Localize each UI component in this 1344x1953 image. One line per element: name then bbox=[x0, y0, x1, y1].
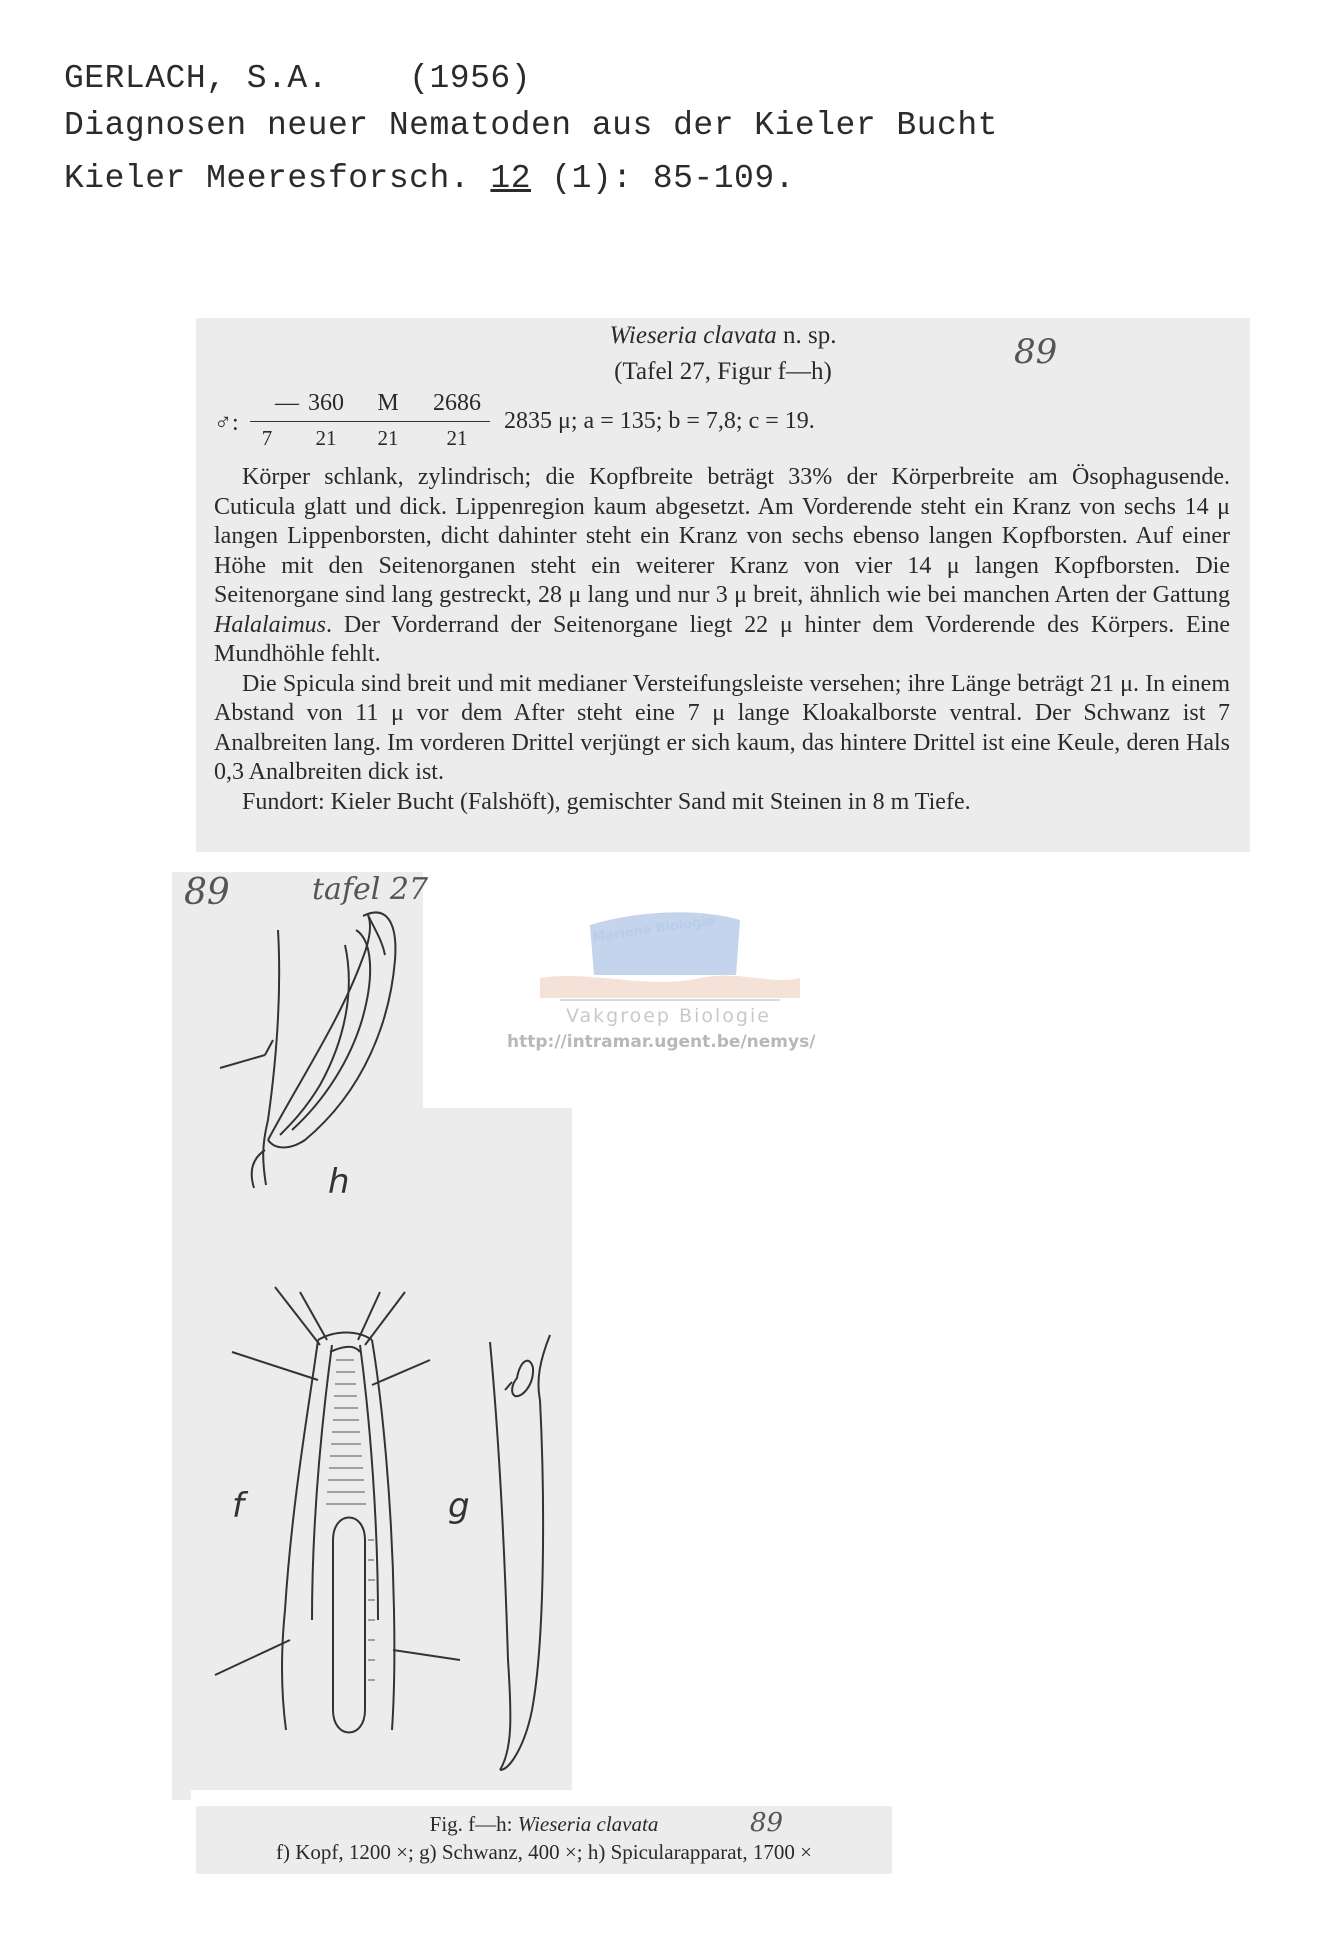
watermark-middle-text: Vakgroep Biologie bbox=[566, 1005, 771, 1027]
caption-species: Wieseria clavata bbox=[517, 1812, 659, 1836]
figure-label-h: h bbox=[328, 1162, 350, 1202]
formula-bottom-2: 21 bbox=[377, 426, 399, 450]
species-name: Wieseria clavata bbox=[609, 322, 777, 349]
handwritten-number-top: 89 bbox=[1014, 332, 1058, 372]
formula-bottom-3: 21 bbox=[446, 426, 468, 450]
paragraph-fundort: Fundort: Kieler Bucht (Falshöft), gemischter Sand mit Steinen in 8 m Tiefe. bbox=[242, 788, 971, 815]
caption-clipping bbox=[196, 1806, 892, 1874]
handwritten-tafel: tafel 27 bbox=[312, 872, 429, 907]
caption-line-2: f) Kopf, 1200 ×; g) Schwanz, 400 ×; h) Spicularapparat, 1700 × bbox=[276, 1840, 812, 1864]
formula-top-3: 2686 bbox=[433, 390, 481, 416]
author: GERLACH, S.A. bbox=[64, 60, 328, 97]
handwritten-number-figure: 89 bbox=[184, 872, 230, 913]
formula-bottom-0: 7 bbox=[261, 426, 273, 450]
plate-reference: (Tafel 27, Figur f—h) bbox=[614, 358, 832, 385]
journal: Kieler Meeresforsch. bbox=[64, 160, 471, 197]
species-suffix: n. sp. bbox=[783, 322, 837, 349]
caption-line-1: Fig. f—h: Wieseria clavata bbox=[429, 1812, 659, 1836]
formula-sex: ♂: bbox=[214, 410, 239, 436]
paragraph-2: Die Spicula sind breit und mit medianer Versteifungsleiste versehen; ihre Länge beträgt 21 μ. In einem Abstand von 11 μ vor dem After steht eine 7 μ lange Kloakalborste ventral. Der Schwanz ist 7 Analbreiten lang. Im vorderen Drittel verjüngt er sich kaum, das hintere Drittel ist eine Keule, deren Hals 0,3 Analbreiten dick ist. bbox=[214, 670, 1230, 785]
header-line-title: Diagnosen neuer Nematoden aus der Kieler Bucht bbox=[64, 107, 998, 144]
formula-top-2: M bbox=[377, 390, 399, 416]
genus-halalaimus: Halalaimus bbox=[214, 611, 327, 638]
handwritten-number-caption: 89 bbox=[750, 1808, 784, 1838]
issue-pages: (1): 85-109. bbox=[551, 160, 795, 197]
year: (1956) bbox=[409, 60, 531, 97]
formula-bottom-1: 21 bbox=[315, 426, 337, 450]
formula-result: 2835 μ; a = 135; b = 7,8; c = 19. bbox=[504, 408, 815, 434]
formula-top-0: — bbox=[275, 390, 299, 416]
figure-label-f: f bbox=[232, 1486, 244, 1526]
watermark-top-text: Mariene Biologie bbox=[591, 913, 716, 946]
paragraph-1: Körper schlank, zylindrisch; die Kopfbreite beträgt 33% der Körperbreite am Ösophagusende. Cuticula glatt und dick. Lippenregion kaum abgesetzt. Am Vorderende steht ein Kranz von sechs 14 μ langen Lippenborsten, dicht dahinter steht ein Kranz von sechs ebenso langen Kopfborsten. Auf einer Höhe mit den Seitenorganen steht ein weiterer Kranz von vier 14 μ langen Kopfborsten. Die Seitenorgane sind lang gestreckt, 28 μ lang und nur 3 μ breit, ähnlich wie bei manchen Arten der Gattung Halalaimus. Der Vorderrand der Seitenorgane liegt 22 μ hinter dem Vorderende des Körpers. Eine Mundhöhle fehlt. bbox=[214, 464, 1230, 667]
watermark-url: http://intramar.ugent.be/nemys/ bbox=[507, 1032, 816, 1052]
volume: 12 bbox=[490, 160, 531, 197]
figure-label-g: g bbox=[448, 1486, 470, 1526]
formula-top-1: 360 bbox=[308, 390, 344, 416]
